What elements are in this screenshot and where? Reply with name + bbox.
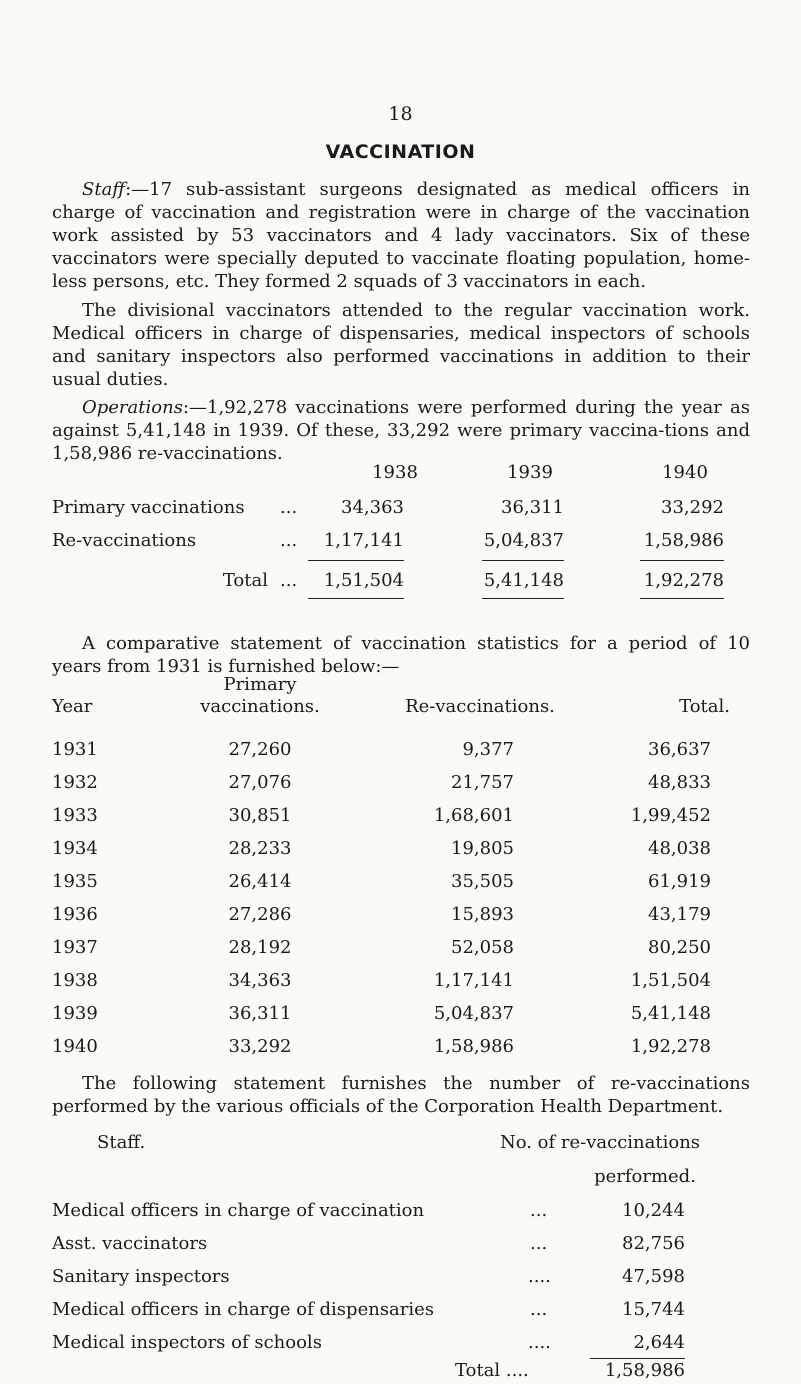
row-dots: ... — [530, 1233, 548, 1254]
cell-total: 5,41,148 — [630, 1003, 711, 1024]
total-rule — [308, 598, 404, 599]
section-title: VACCINATION — [325, 141, 476, 163]
operations-label: Operations — [82, 397, 183, 418]
staff-row-value: 47,598 — [622, 1266, 685, 1287]
cell-primary: 27,260 — [228, 739, 292, 760]
table-cell: 5,04,837 — [483, 530, 564, 551]
cell-total: 61,919 — [648, 871, 711, 892]
comparative-paragraph — [52, 632, 750, 678]
staff-row-label: Medical officers in charge of vaccination — [52, 1200, 425, 1221]
cell-revacc: 1,58,986 — [433, 1036, 514, 1057]
table-cell: 1,51,504 — [323, 570, 404, 591]
divisional-text: The divisional vaccinators attended to the regular vaccination work. Medical officers in charge of dispensaries, medical inspectors of schools and sanitary inspectors also performed vaccinations in addition to their usual duties. — [52, 300, 750, 390]
sum-rule — [640, 560, 724, 561]
cell-total: 43,179 — [648, 904, 711, 925]
sum-rule — [482, 560, 564, 561]
table-cell: 34,363 — [341, 497, 404, 518]
staff-row-value: 2,644 — [633, 1332, 685, 1353]
sum-rule — [590, 1358, 685, 1359]
row-label-revacc: Re-vaccinations — [52, 530, 197, 551]
cell-revacc: 9,377 — [462, 739, 514, 760]
cell-primary: 28,192 — [228, 937, 292, 958]
header-total: Total. — [679, 696, 730, 717]
header-primary-line1: Primary — [223, 674, 297, 695]
total-value: 1,58,986 — [604, 1360, 685, 1381]
cell-year: 1934 — [52, 838, 98, 859]
cell-primary: 26,414 — [228, 871, 292, 892]
staff-paragraph — [52, 178, 750, 293]
cell-primary: 30,851 — [228, 805, 292, 826]
table-cell: 36,311 — [501, 497, 564, 518]
cell-total: 1,51,504 — [630, 970, 711, 991]
row-dots: ... — [280, 497, 298, 518]
row-label-primary: Primary vaccinations — [52, 497, 245, 518]
cell-primary: 27,076 — [228, 772, 292, 793]
cell-total: 1,92,278 — [630, 1036, 711, 1057]
header-count-line1: No. of re-vaccinations — [499, 1132, 701, 1153]
header-revacc: Re-vaccinations. — [405, 696, 555, 717]
total-rule — [640, 598, 724, 599]
cell-year: 1931 — [52, 739, 98, 760]
following-paragraph — [52, 1072, 750, 1118]
table-cell: 1,58,986 — [643, 530, 724, 551]
cell-revacc: 35,505 — [451, 871, 514, 892]
cell-primary: 33,292 — [228, 1036, 292, 1057]
cell-revacc: 15,893 — [451, 904, 514, 925]
header-primary-line2: vaccinations. — [200, 696, 320, 717]
cell-revacc: 1,17,141 — [433, 970, 514, 991]
cell-revacc: 52,058 — [451, 937, 514, 958]
table-cell: 1,17,141 — [323, 530, 404, 551]
year-header-1939: 1939 — [507, 462, 553, 483]
row-dots: .... — [528, 1266, 551, 1287]
cell-primary: 27,286 — [228, 904, 292, 925]
row-dots: ... — [280, 530, 298, 551]
operations-paragraph — [52, 396, 750, 465]
cell-year: 1936 — [52, 904, 98, 925]
year-header-1940: 1940 — [662, 462, 708, 483]
cell-year: 1937 — [52, 937, 98, 958]
sum-rule — [308, 560, 404, 561]
cell-primary: 28,233 — [228, 838, 292, 859]
table-cell: 1,92,278 — [643, 570, 724, 591]
table-cell: 33,292 — [661, 497, 724, 518]
table-cell: 5,41,148 — [483, 570, 564, 591]
cell-year: 1939 — [52, 1003, 98, 1024]
cell-revacc: 21,757 — [451, 772, 514, 793]
staff-text: :—17 sub-assistant surgeons designated as medical officers in charge of vaccination and registration were in charge of the vaccination work assisted by 53 vaccinators and 4 lady vaccinators. Six of these vaccinators were specially deputed to vaccinate floating population, home-less persons, etc. They formed 2 squads of 3 vaccinators in each. — [52, 179, 750, 292]
cell-total: 48,833 — [648, 772, 711, 793]
cell-revacc: 1,68,601 — [433, 805, 514, 826]
header-staff: Staff. — [97, 1132, 146, 1153]
cell-primary: 36,311 — [228, 1003, 292, 1024]
cell-year: 1933 — [52, 805, 98, 826]
staff-row-label: Sanitary inspectors — [52, 1266, 230, 1287]
cell-year: 1938 — [52, 970, 98, 991]
total-label: Total — [222, 570, 268, 591]
staff-row-label: Medical officers in charge of dispensaries — [52, 1299, 435, 1320]
page-number: 18 — [388, 103, 413, 125]
total-rule — [482, 598, 564, 599]
row-dots: .... — [528, 1332, 551, 1353]
following-text: The following statement furnishes the number of re-vaccinations performed by the various officials of the Corporation Health Department. — [52, 1073, 750, 1117]
row-dots: ... — [530, 1299, 548, 1320]
staff-row-label: Asst. vaccinators — [52, 1233, 208, 1254]
total-label: Total .... — [455, 1360, 529, 1381]
cell-total: 80,250 — [648, 937, 711, 958]
cell-year: 1932 — [52, 772, 98, 793]
comparative-text: A comparative statement of vaccination statistics for a period of 10 years from 1931 is furnished below:— — [52, 633, 750, 677]
divisional-paragraph — [52, 299, 750, 391]
year-header-1938: 1938 — [372, 462, 418, 483]
row-dots: ... — [280, 570, 298, 591]
cell-total: 36,637 — [648, 739, 711, 760]
header-count-line2: performed. — [594, 1166, 696, 1187]
row-dots: ... — [530, 1200, 548, 1221]
operations-text: :—1,92,278 vaccinations were performed during the year as against 5,41,148 in 1939. Of these, 33,292 were primary vaccina-tions and 1,58,986 re-vaccinations. — [52, 397, 750, 464]
cell-total: 1,99,452 — [630, 805, 711, 826]
cell-primary: 34,363 — [228, 970, 292, 991]
cell-year: 1940 — [52, 1036, 98, 1057]
staff-row-label: Medical inspectors of schools — [52, 1332, 322, 1353]
header-year: Year — [52, 696, 93, 717]
cell-year: 1935 — [52, 871, 98, 892]
cell-revacc: 5,04,837 — [433, 1003, 514, 1024]
staff-row-value: 10,244 — [622, 1200, 685, 1221]
staff-row-value: 82,756 — [622, 1233, 685, 1254]
staff-row-value: 15,744 — [622, 1299, 685, 1320]
cell-total: 48,038 — [648, 838, 711, 859]
cell-revacc: 19,805 — [451, 838, 514, 859]
staff-label: Staff — [82, 179, 126, 200]
